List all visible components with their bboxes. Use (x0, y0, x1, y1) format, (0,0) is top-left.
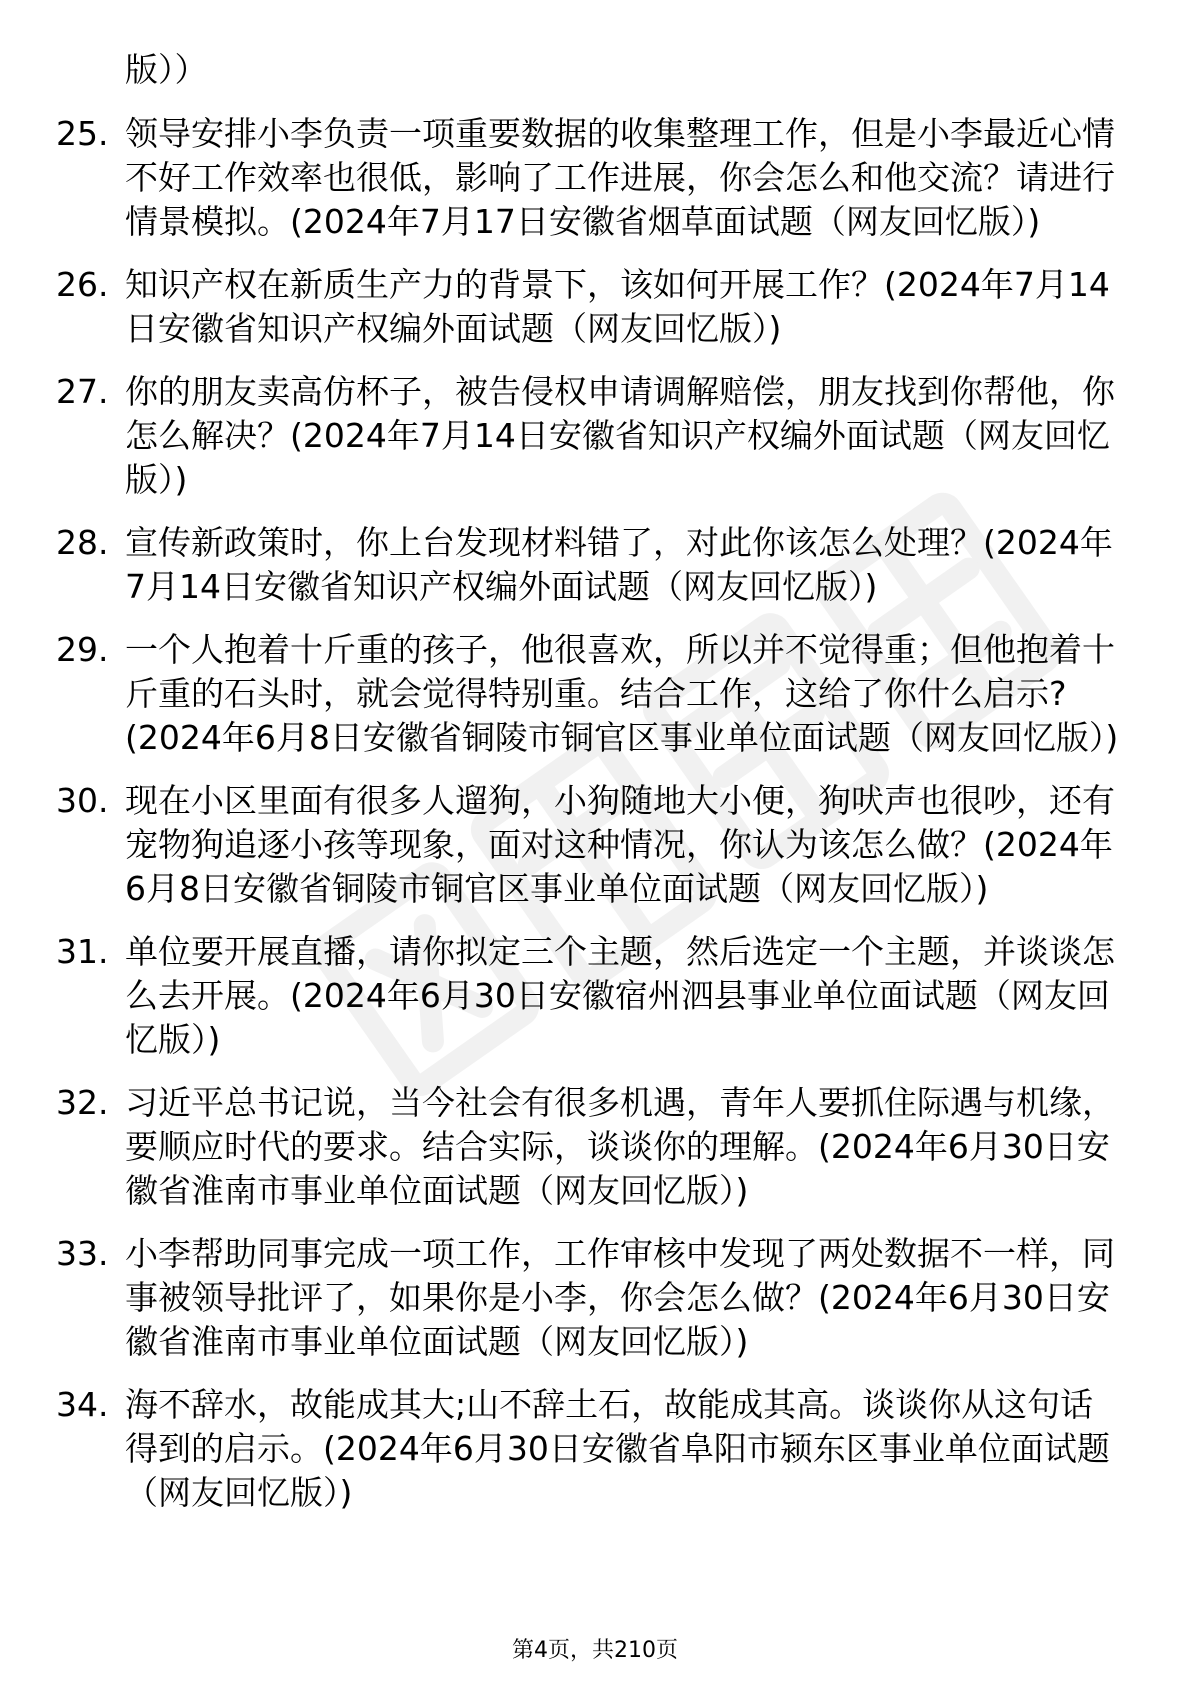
question-item (56, 370, 1125, 502)
question-item (56, 628, 1125, 760)
question-number: 27. (56, 372, 109, 411)
question-text: 你的朋友卖高仿杯子，被告侵权申请调解赔偿，朋友找到你帮他，你怎么解决？(2024年7月14日安徽省知识产权编外面试题（网友回忆版）) (125, 372, 1115, 499)
question-text: 小李帮助同事完成一项工作，工作审核中发现了两处数据不一样，同事被领导批评了，如果你是小李，你会怎么做？(2024年6月30日安徽省淮南市事业单位面试题（网友回忆版）) (125, 1234, 1115, 1361)
question-number: 34. (56, 1385, 109, 1424)
question-item (56, 112, 1125, 244)
question-text: 一个人抱着十斤重的孩子，他很喜欢，所以并不觉得重；但他抱着十斤重的石头时，就会觉得特别重。结合工作，这给了你什么启示?(2024年6月8日安徽省铜陵市铜官区事业单位面试题（网友回忆版）) (125, 630, 1119, 757)
question-item (56, 263, 1125, 351)
question-number: 31. (56, 932, 109, 971)
page-footer: 第4页，共210页 (512, 1638, 678, 1663)
question-number: 25. (56, 114, 109, 153)
question-number: 30. (56, 781, 109, 820)
continued-text: 版）） (125, 50, 208, 89)
question-number: 33. (56, 1234, 109, 1273)
question-item (56, 779, 1125, 911)
question-text: 习近平总书记说，当今社会有很多机遇，青年人要抓住际遇与机缘，要顺应时代的要求。结合实际，谈谈你的理解。(2024年6月30日安徽省淮南市事业单位面试题（网友回忆版）) (125, 1083, 1115, 1210)
question-item (56, 1232, 1125, 1364)
question-item (56, 1383, 1125, 1515)
question-item (56, 930, 1125, 1062)
question-number: 26. (56, 265, 109, 304)
question-text: 知识产权在新质生产力的背景下，该如何开展工作？(2024年7月14日安徽省知识产权编外面试题（网友回忆版）) (125, 265, 1110, 348)
question-item (56, 521, 1125, 609)
question-text: 现在小区里面有很多人遛狗，小狗随地大小便，狗吠声也很吵，还有宠物狗追逐小孩等现象，面对这种情况，你认为该怎么做？(2024年6月8日安徽省铜陵市铜官区事业单位面试题（网友回忆版）) (125, 781, 1115, 908)
question-text: 海不辞水，故能成其大;山不辞土石，故能成其高。谈谈你从这句话得到的启示。(2024年6月30日安徽省阜阳市颍东区事业单位面试题（网友回忆版）) (125, 1385, 1110, 1512)
question-list (56, 112, 1136, 1534)
question-item (56, 1081, 1125, 1213)
question-text: 宣传新政策时，你上台发现材料错了，对此你该怎么处理？(2024年7月14日安徽省知识产权编外面试题（网友回忆版）) (125, 523, 1113, 606)
question-text: 领导安排小李负责一项重要数据的收集整理工作，但是小李最近心情不好工作效率也很低，影响了工作进展，你会怎么和他交流？请进行情景模拟。(2024年7月17日安徽省烟草面试题（网友回忆版）) (125, 114, 1115, 241)
question-text: 单位要开展直播，请你拟定三个主题，然后选定一个主题，并谈谈怎么去开展。(2024年6月30日安徽宿州泗县事业单位面试题（网友回忆版）) (125, 932, 1115, 1059)
question-number: 32. (56, 1083, 109, 1122)
question-number: 29. (56, 630, 109, 669)
question-number: 28. (56, 523, 109, 562)
